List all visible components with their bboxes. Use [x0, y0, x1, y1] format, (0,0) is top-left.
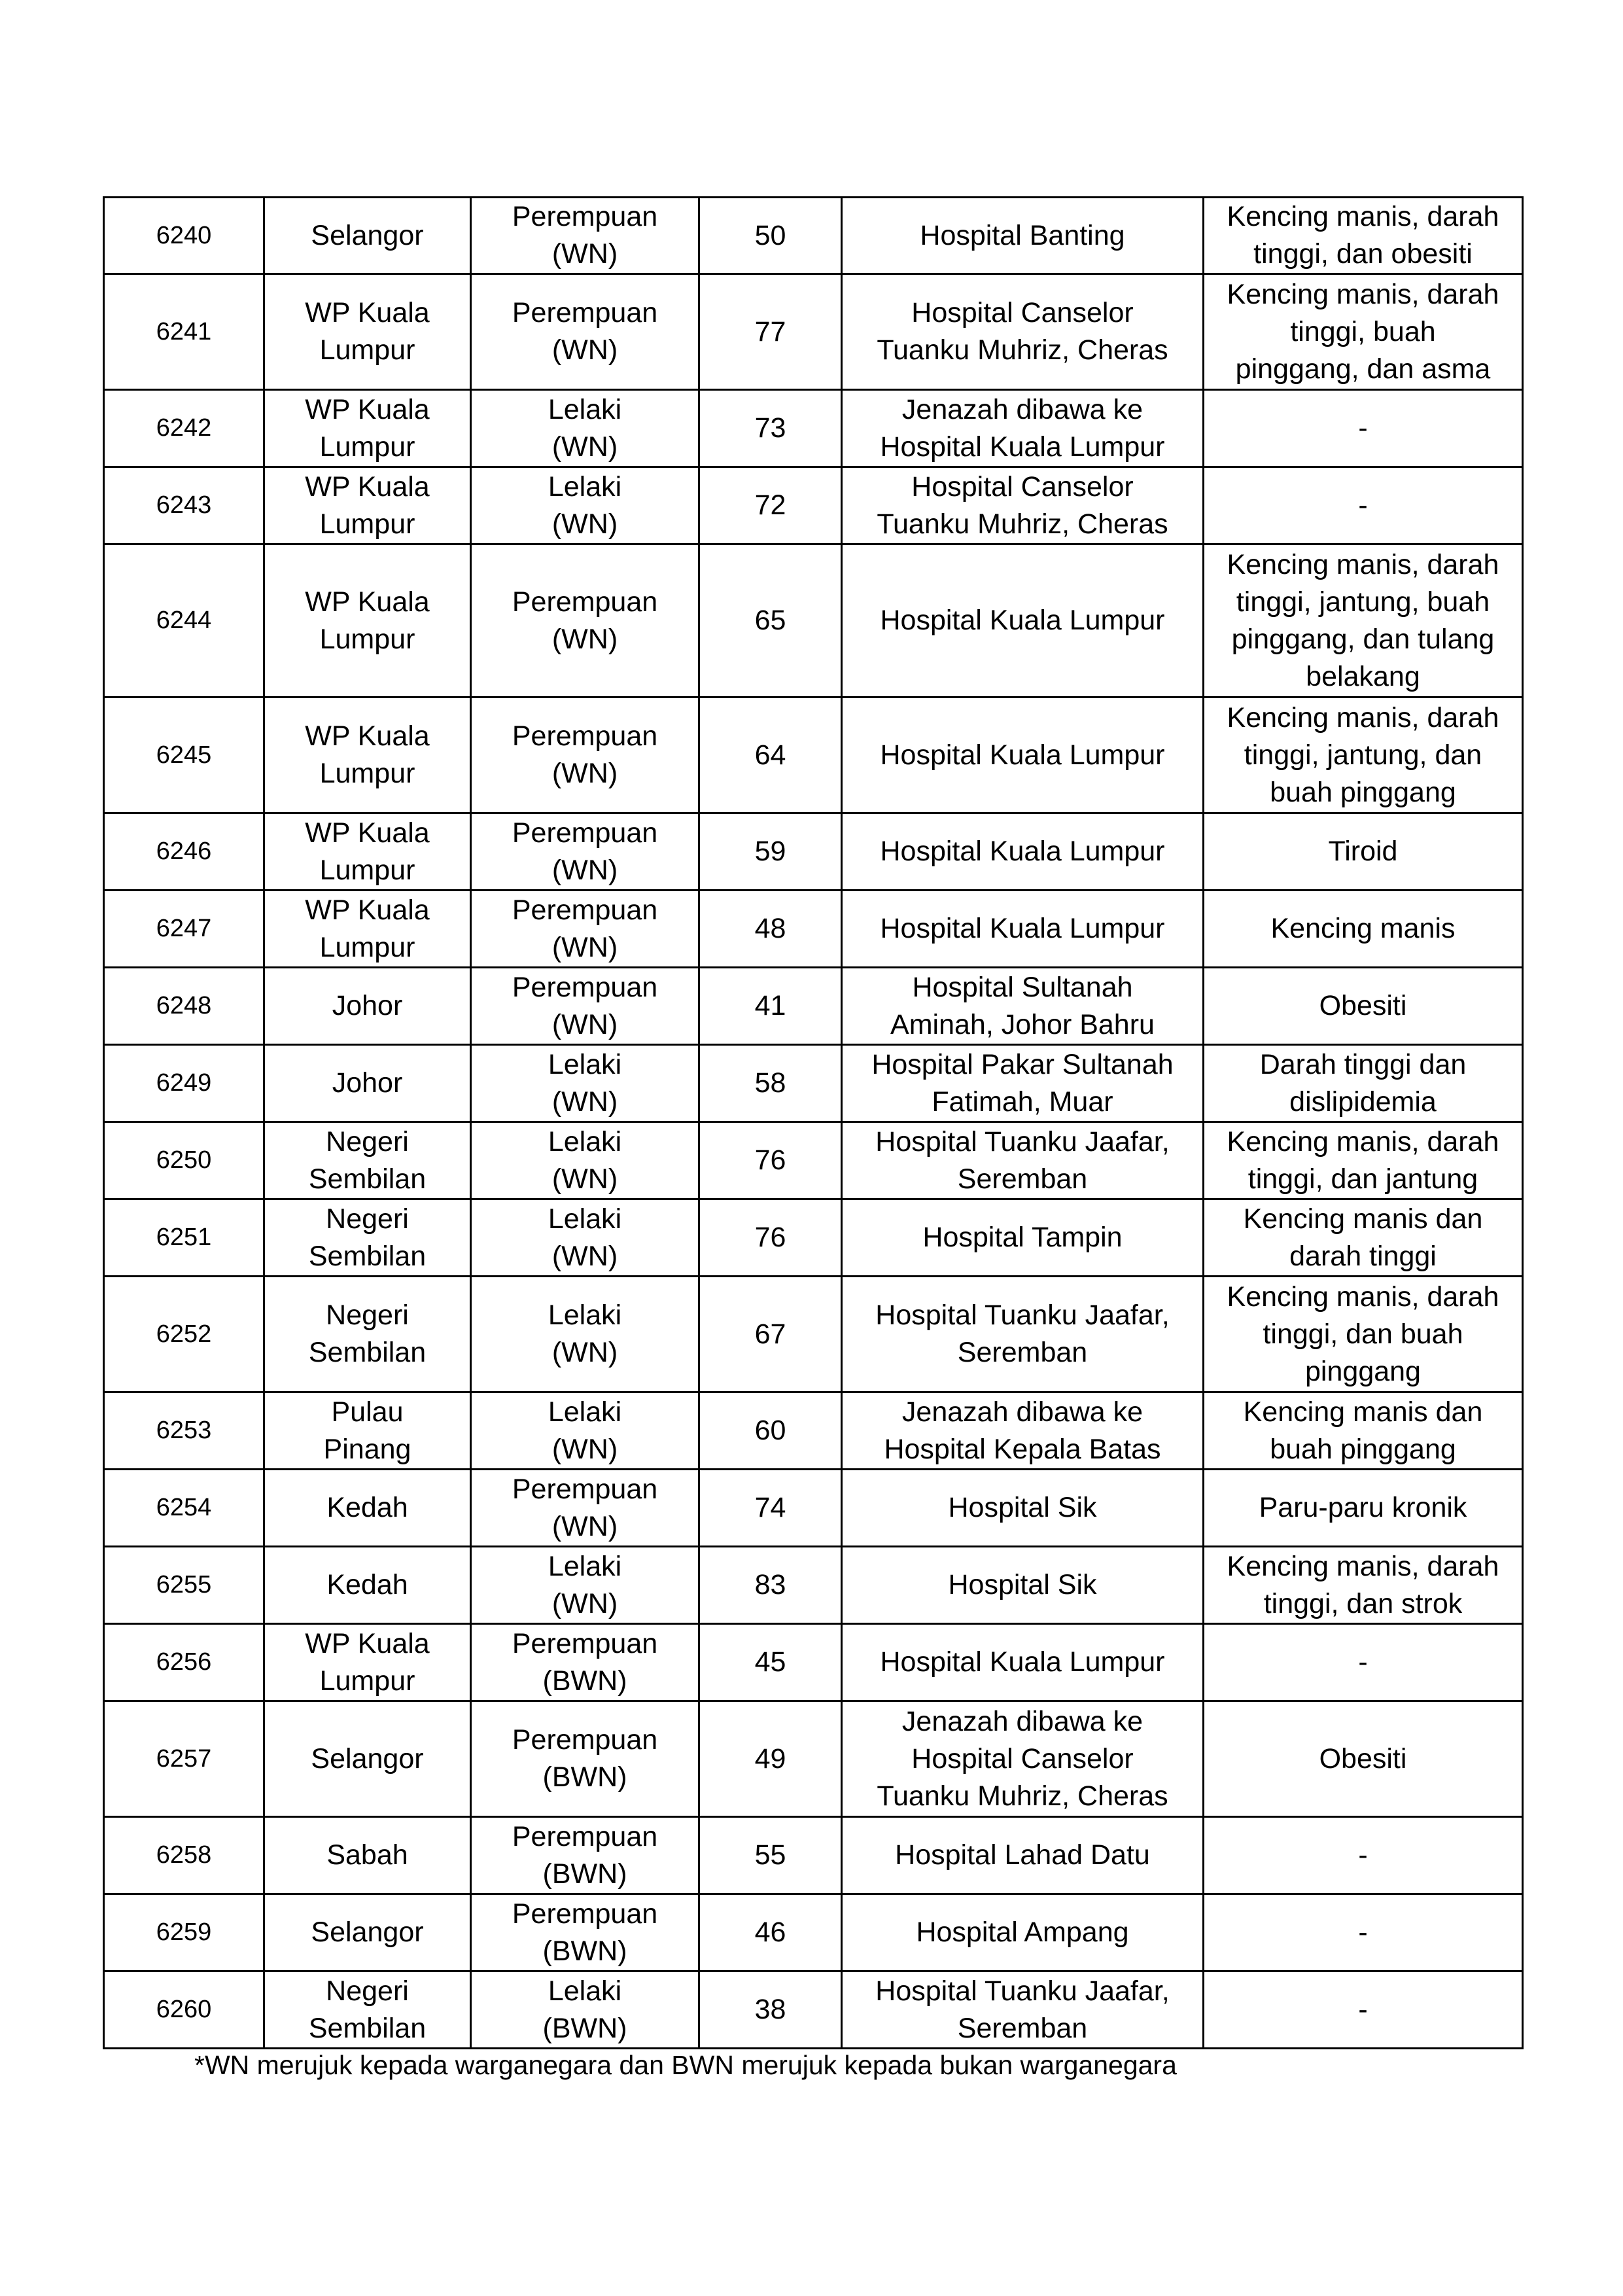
cell-gender: Perempuan (WN)	[471, 274, 699, 390]
table-row	[104, 698, 1523, 813]
cell-comorbidity: Obesiti	[1204, 1701, 1523, 1817]
cell-age: 77	[699, 274, 842, 390]
cell-comorbidity: Kencing manis, darah tinggi, dan buah pinggang	[1204, 1277, 1523, 1392]
cell-hospital: Hospital Tuanku Jaafar, Seremban	[842, 1122, 1204, 1199]
cell-case-no: 6248	[104, 968, 264, 1045]
cell-hospital: Hospital Pakar Sultanah Fatimah, Muar	[842, 1045, 1204, 1122]
cell-gender: Lelaki (WN)	[471, 390, 699, 467]
table-row	[104, 390, 1523, 467]
cell-case-no: 6247	[104, 891, 264, 968]
cell-hospital: Hospital Sultanah Aminah, Johor Bahru	[842, 968, 1204, 1045]
cell-hospital: Hospital Canselor Tuanku Muhriz, Cheras	[842, 467, 1204, 544]
cell-comorbidity: Darah tinggi dan dislipidemia	[1204, 1045, 1523, 1122]
cell-comorbidity: -	[1204, 467, 1523, 544]
cell-age: 46	[699, 1894, 842, 1971]
cell-state: WP Kuala Lumpur	[264, 544, 471, 698]
cell-case-no: 6251	[104, 1199, 264, 1277]
cell-hospital: Hospital Kuala Lumpur	[842, 544, 1204, 698]
cell-gender: Lelaki (WN)	[471, 1392, 699, 1470]
cell-gender: Perempuan (BWN)	[471, 1894, 699, 1971]
cell-age: 41	[699, 968, 842, 1045]
cell-comorbidity: Kencing manis, darah tinggi, buah pinggang, dan asma	[1204, 274, 1523, 390]
cell-state: Johor	[264, 1045, 471, 1122]
table-row	[104, 1817, 1523, 1894]
cell-state: Negeri Sembilan	[264, 1971, 471, 2049]
cell-comorbidity: Kencing manis, darah tinggi, jantung, buah pinggang, dan tulang belakang	[1204, 544, 1523, 698]
cell-state: Selangor	[264, 198, 471, 274]
table-body	[104, 198, 1523, 2049]
table-row	[104, 467, 1523, 544]
cell-hospital: Hospital Kuala Lumpur	[842, 813, 1204, 891]
cell-age: 58	[699, 1045, 842, 1122]
cell-comorbidity: -	[1204, 1817, 1523, 1894]
cell-case-no: 6245	[104, 698, 264, 813]
cell-age: 74	[699, 1470, 842, 1547]
cell-hospital: Hospital Banting	[842, 198, 1204, 274]
cell-case-no: 6242	[104, 390, 264, 467]
cell-age: 59	[699, 813, 842, 891]
footnote: *WN merujuk kepada warganegara dan BWN merujuk kepada bukan warganegara	[194, 2050, 1177, 2080]
cell-comorbidity: Kencing manis dan buah pinggang	[1204, 1392, 1523, 1470]
cell-state: Sabah	[264, 1817, 471, 1894]
cell-age: 73	[699, 390, 842, 467]
cell-gender: Perempuan (WN)	[471, 698, 699, 813]
table-row	[104, 274, 1523, 390]
cell-gender: Perempuan (WN)	[471, 1470, 699, 1547]
cell-age: 72	[699, 467, 842, 544]
cell-state: Negeri Sembilan	[264, 1122, 471, 1199]
cell-state: WP Kuala Lumpur	[264, 274, 471, 390]
cell-state: WP Kuala Lumpur	[264, 390, 471, 467]
cell-case-no: 6256	[104, 1624, 264, 1701]
cell-state: Selangor	[264, 1894, 471, 1971]
cell-hospital: Hospital Canselor Tuanku Muhriz, Cheras	[842, 274, 1204, 390]
cell-state: Kedah	[264, 1470, 471, 1547]
cell-case-no: 6259	[104, 1894, 264, 1971]
cell-state: Selangor	[264, 1701, 471, 1817]
cell-age: 67	[699, 1277, 842, 1392]
cell-comorbidity: Tiroid	[1204, 813, 1523, 891]
cell-state: Kedah	[264, 1547, 471, 1624]
cell-age: 49	[699, 1701, 842, 1817]
cell-gender: Perempuan (WN)	[471, 198, 699, 274]
cell-comorbidity: -	[1204, 390, 1523, 467]
cell-gender: Lelaki (WN)	[471, 1199, 699, 1277]
cell-state: Pulau Pinang	[264, 1392, 471, 1470]
cell-hospital: Hospital Tuanku Jaafar, Seremban	[842, 1277, 1204, 1392]
table-row	[104, 1199, 1523, 1277]
cell-hospital: Hospital Tampin	[842, 1199, 1204, 1277]
cell-age: 48	[699, 891, 842, 968]
cell-case-no: 6249	[104, 1045, 264, 1122]
cell-state: Negeri Sembilan	[264, 1199, 471, 1277]
table-row	[104, 1392, 1523, 1470]
cell-gender: Perempuan (BWN)	[471, 1624, 699, 1701]
cell-comorbidity: Kencing manis	[1204, 891, 1523, 968]
cell-case-no: 6244	[104, 544, 264, 698]
cell-comorbidity: -	[1204, 1624, 1523, 1701]
cell-case-no: 6241	[104, 274, 264, 390]
cell-comorbidity: Kencing manis dan darah tinggi	[1204, 1199, 1523, 1277]
cell-state: Negeri Sembilan	[264, 1277, 471, 1392]
table-row	[104, 1624, 1523, 1701]
table-row	[104, 1470, 1523, 1547]
cell-gender: Lelaki (BWN)	[471, 1971, 699, 2049]
cell-gender: Lelaki (WN)	[471, 1122, 699, 1199]
cell-age: 76	[699, 1199, 842, 1277]
cell-case-no: 6243	[104, 467, 264, 544]
cell-case-no: 6254	[104, 1470, 264, 1547]
cell-gender: Perempuan (BWN)	[471, 1817, 699, 1894]
cell-case-no: 6252	[104, 1277, 264, 1392]
cell-age: 55	[699, 1817, 842, 1894]
table-row	[104, 968, 1523, 1045]
cell-comorbidity: Kencing manis, darah tinggi, jantung, dan buah pinggang	[1204, 698, 1523, 813]
cell-gender: Perempuan (BWN)	[471, 1701, 699, 1817]
cell-state: WP Kuala Lumpur	[264, 813, 471, 891]
cell-hospital: Jenazah dibawa ke Hospital Kuala Lumpur	[842, 390, 1204, 467]
cell-comorbidity: Obesiti	[1204, 968, 1523, 1045]
cell-comorbidity: Kencing manis, darah tinggi, dan strok	[1204, 1547, 1523, 1624]
cell-gender: Perempuan (WN)	[471, 968, 699, 1045]
cell-state: WP Kuala Lumpur	[264, 891, 471, 968]
cell-hospital: Hospital Sik	[842, 1470, 1204, 1547]
table-row	[104, 1547, 1523, 1624]
cell-hospital: Hospital Ampang	[842, 1894, 1204, 1971]
table-row	[104, 891, 1523, 968]
cell-hospital: Hospital Lahad Datu	[842, 1817, 1204, 1894]
cell-case-no: 6260	[104, 1971, 264, 2049]
cell-age: 38	[699, 1971, 842, 2049]
cell-gender: Lelaki (WN)	[471, 1045, 699, 1122]
cell-age: 50	[699, 198, 842, 274]
cell-case-no: 6258	[104, 1817, 264, 1894]
cell-state: Johor	[264, 968, 471, 1045]
cell-comorbidity: Kencing manis, darah tinggi, dan jantung	[1204, 1122, 1523, 1199]
table-row	[104, 1894, 1523, 1971]
cell-case-no: 6246	[104, 813, 264, 891]
cell-state: WP Kuala Lumpur	[264, 698, 471, 813]
cell-gender: Perempuan (WN)	[471, 813, 699, 891]
table-row	[104, 1045, 1523, 1122]
cell-hospital: Hospital Kuala Lumpur	[842, 1624, 1204, 1701]
cell-gender: Perempuan (WN)	[471, 891, 699, 968]
cell-case-no: 6240	[104, 198, 264, 274]
cell-gender: Perempuan (WN)	[471, 544, 699, 698]
table-row	[104, 813, 1523, 891]
cell-comorbidity: Kencing manis, darah tinggi, dan obesiti	[1204, 198, 1523, 274]
cell-age: 45	[699, 1624, 842, 1701]
cell-state: WP Kuala Lumpur	[264, 467, 471, 544]
cell-age: 65	[699, 544, 842, 698]
cell-case-no: 6253	[104, 1392, 264, 1470]
cell-hospital: Hospital Kuala Lumpur	[842, 698, 1204, 813]
cell-comorbidity: -	[1204, 1894, 1523, 1971]
cell-case-no: 6250	[104, 1122, 264, 1199]
cell-comorbidity: Paru-paru kronik	[1204, 1470, 1523, 1547]
cell-gender: Lelaki (WN)	[471, 1277, 699, 1392]
cell-gender: Lelaki (WN)	[471, 1547, 699, 1624]
cell-hospital: Jenazah dibawa ke Hospital Canselor Tuanku Muhriz, Cheras	[842, 1701, 1204, 1817]
cell-hospital: Hospital Sik	[842, 1547, 1204, 1624]
cell-state: WP Kuala Lumpur	[264, 1624, 471, 1701]
cell-gender: Lelaki (WN)	[471, 467, 699, 544]
cell-hospital: Hospital Kuala Lumpur	[842, 891, 1204, 968]
cell-age: 76	[699, 1122, 842, 1199]
cell-age: 83	[699, 1547, 842, 1624]
cell-age: 64	[699, 698, 842, 813]
table-row	[104, 1971, 1523, 2049]
cell-age: 60	[699, 1392, 842, 1470]
cell-case-no: 6257	[104, 1701, 264, 1817]
cell-hospital: Jenazah dibawa ke Hospital Kepala Batas	[842, 1392, 1204, 1470]
death-cases-table	[103, 196, 1524, 2049]
table-row	[104, 1277, 1523, 1392]
table-row	[104, 544, 1523, 698]
cell-hospital: Hospital Tuanku Jaafar, Seremban	[842, 1971, 1204, 2049]
cell-case-no: 6255	[104, 1547, 264, 1624]
table-row	[104, 1701, 1523, 1817]
cell-comorbidity: -	[1204, 1971, 1523, 2049]
table-row	[104, 1122, 1523, 1199]
table-row	[104, 198, 1523, 274]
